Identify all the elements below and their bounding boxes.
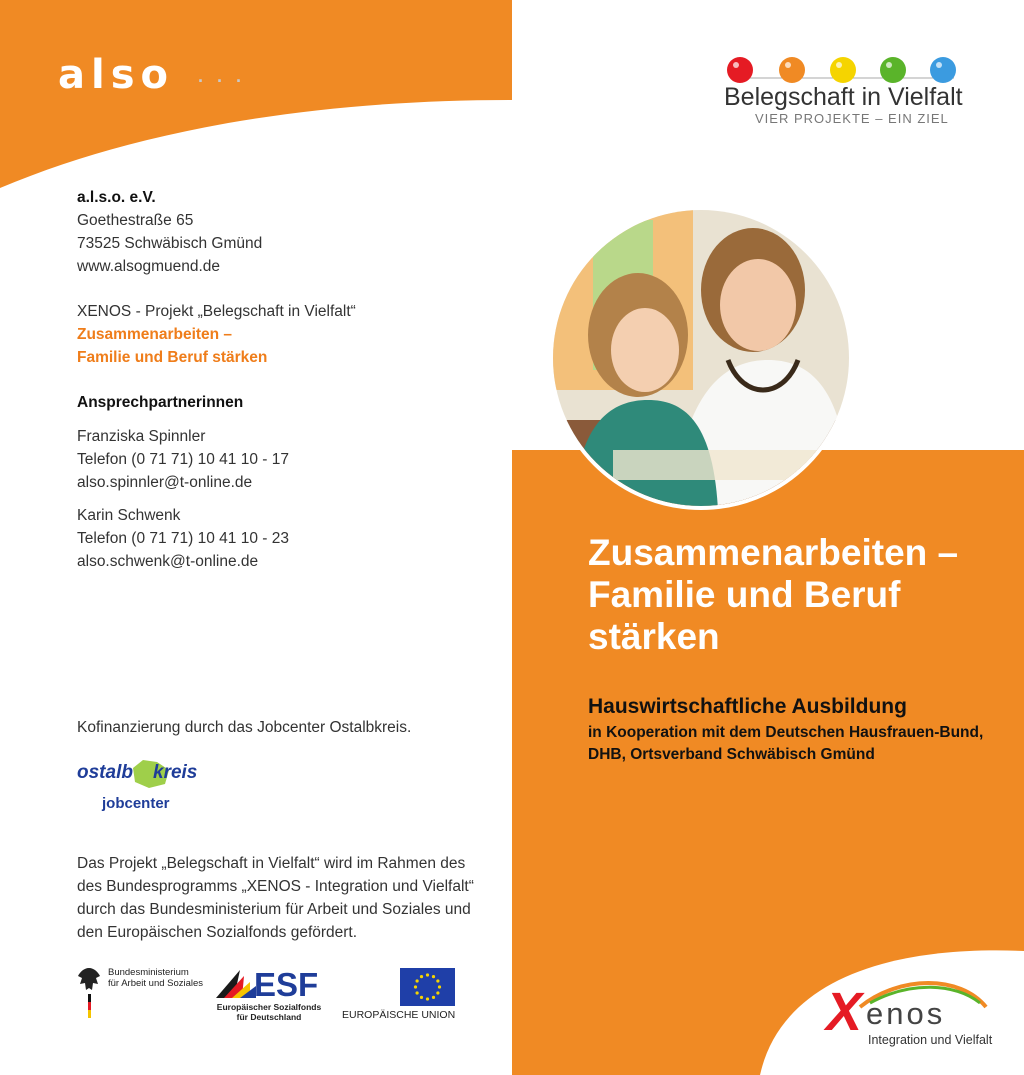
esf-flag-icon [214, 968, 258, 1000]
project-logo-subtitle: VIER PROJEKTE – EIN ZIEL [755, 111, 949, 126]
xenos-logo: enos [866, 996, 946, 1031]
project-line: XENOS - Projekt „Belegschaft in Vielfalt“ [77, 303, 356, 320]
contact-block [77, 186, 477, 573]
eu-label: EUROPÄISCHE UNION [342, 1009, 456, 1021]
cover-sub-line-1: in Kooperation mit dem Deutschen Hausfrauen-Bund, [588, 724, 984, 741]
cover-subtitle-lines [588, 722, 983, 766]
eu-star [414, 985, 417, 988]
project-title-1: Zusammenarbeiten – [77, 326, 233, 343]
eu-star [426, 973, 429, 976]
esf-line-2: für Deutschland [236, 1012, 302, 1022]
org-name: a.l.s.o. e.V. [77, 189, 156, 206]
also-logo: also [58, 52, 174, 98]
esf-line-1: Europäischer Sozialfonds [216, 1002, 322, 1012]
eu-star [438, 985, 441, 988]
jobcenter-logo-text: jobcenter [102, 795, 170, 812]
project-logo-title: Belegschaft in Vielfalt [724, 83, 963, 111]
cover-photo [549, 206, 853, 510]
eu-star [416, 979, 419, 982]
person2-phone: Telefon (0 71 71) 10 41 10 - 23 [77, 530, 289, 547]
eu-star [436, 979, 439, 982]
photo-illustration [553, 210, 849, 506]
person2-name: Karin Schwenk [77, 507, 181, 524]
eu-flag-icon [400, 968, 455, 1006]
person1-email[interactable]: also.spinnler@t-online.de [77, 474, 253, 491]
jobcenter-logo-kreis: kreis [153, 762, 198, 783]
eu-star [416, 991, 419, 994]
project-title-2: Familie und Beruf stärken [77, 349, 268, 366]
funding-line-1: Das Projekt „Belegschaft in Vielfalt“ wird im Rahmen des [77, 855, 466, 872]
eu-star [436, 991, 439, 994]
bmas-logo-text [108, 967, 203, 989]
esf-logo-text [214, 1002, 324, 1022]
person2-email[interactable]: also.schwenk@t-online.de [77, 553, 259, 570]
cover-sub-line-2: DHB, Ortsverband Schwäbisch Gmünd [588, 746, 875, 763]
org-city: 73525 Schwäbisch Gmünd [77, 235, 263, 252]
federal-eagle-icon [76, 966, 102, 1022]
eu-star [432, 975, 435, 978]
also-logo-dots: ... [198, 66, 256, 86]
cover-title-line-3: stärken [588, 616, 720, 657]
xenos-x-icon: X [826, 982, 863, 1042]
cover-title [588, 532, 998, 658]
eu-star [426, 997, 429, 1000]
eu-star [420, 975, 423, 978]
org-street: Goethestraße 65 [77, 212, 194, 229]
contacts-heading: Ansprechpartnerinnen [77, 394, 244, 411]
cover-title-line-1: Zusammenarbeiten – [588, 532, 959, 573]
funding-line-3: durch das Bundesministerium für Arbeit und Soziales und [77, 901, 471, 918]
cofinancing-text: Kofinanzierung durch das Jobcenter Ostalbkreis. [77, 719, 412, 736]
jobcenter-logo-ostalb: ostalb [77, 762, 133, 783]
eu-star [420, 996, 423, 999]
bmas-line-2: für Arbeit und Soziales [108, 978, 204, 989]
eu-star [432, 996, 435, 999]
funding-line-2: des Bundesprogramms „XENOS - Integration und Vielfalt“ [77, 878, 474, 895]
xenos-tagline: Integration und Vielfalt [868, 1033, 993, 1047]
bmas-line-1: Bundesministerium [108, 967, 189, 978]
esf-logo: ESF [254, 966, 319, 1003]
person1-name: Franziska Spinnler [77, 428, 206, 445]
person1-phone: Telefon (0 71 71) 10 41 10 - 17 [77, 451, 289, 468]
org-website[interactable]: www.alsogmuend.de [77, 258, 221, 275]
project-dots-logo [722, 54, 962, 86]
cover-title-line-2: Familie und Beruf [588, 574, 901, 615]
funding-line-4: den Europäischen Sozialfonds gefördert. [77, 924, 358, 941]
jobcenter-logo [77, 758, 202, 816]
cover-subtitle: Hauswirtschaftliche Ausbildung [588, 695, 907, 718]
funding-text [77, 852, 497, 944]
